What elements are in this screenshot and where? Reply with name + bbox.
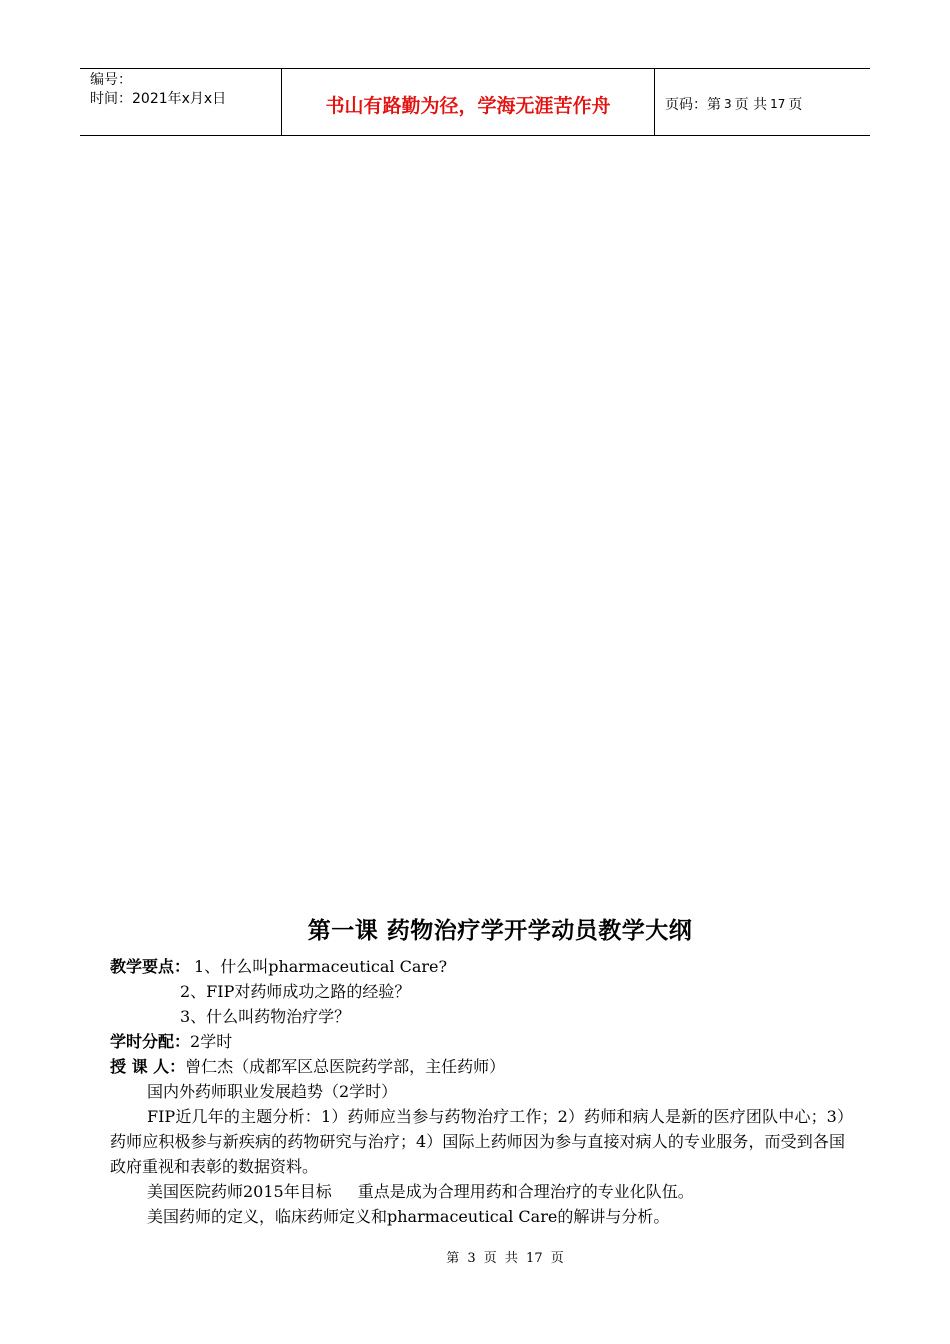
key-points-line-1 [110, 954, 845, 979]
hours-value: 2学时 [190, 1032, 233, 1051]
header-page-suffix: 页 [788, 97, 803, 113]
header-page-cell [655, 69, 870, 135]
key-points-label: 教学要点： [110, 957, 191, 976]
section-heading: 国内外药师职业发展趋势（2学时） [147, 1082, 398, 1101]
key-point-item: 2、FIP对药师成功之路的经验？ [180, 982, 411, 1001]
lecturer-label: 授 课 人： [110, 1057, 186, 1076]
header-motto: 书山有路勤为径，学海无涯苦作舟 [325, 94, 611, 117]
paragraph-goal-part-b: 重点是成为合理用药和合理治疗的专业化队伍。 [357, 1182, 694, 1201]
hours-line [110, 1029, 845, 1054]
header-motto-cell [282, 69, 655, 135]
paragraph-fip: FIP近几年的主题分析：1）药师应当参与药物治疗工作；2）药师和病人是新的医疗团队中心；3）药师应积极参与新疾病的药物研究与治疗；4）国际上药师因为参与直接对病人的专业服务，而受到各国政府重视和表彰的数据资料。 [110, 1107, 845, 1176]
header-page-current: 3 [724, 97, 732, 111]
lecturer-line [110, 1054, 845, 1079]
document-title: 第一课 药物治疗学开学动员教学大纲 [307, 918, 693, 944]
hours-label: 学时分配： [110, 1032, 191, 1051]
header-number-label: 编号： [90, 72, 132, 88]
header-time-label: 时间：2021年x月x日 [90, 91, 227, 107]
header-page-middle: 页 共 [734, 97, 768, 113]
lecturer-value: 曾仁杰（成都军区总医院药学部，主任药师） [185, 1057, 506, 1076]
page-footer: 第 3 页 共 17 页 [446, 1251, 564, 1266]
header-page-prefix: 页码：第 [665, 97, 721, 113]
document-body [110, 912, 845, 1229]
paragraph-definition: 美国药师的定义，临床药师定义和pharmaceutical Care的解讲与分析。 [147, 1207, 670, 1226]
header-meta-cell [80, 69, 282, 135]
paragraph-goal-part-a: 美国医院药师2015年目标 [147, 1182, 332, 1201]
key-point-item: 1、什么叫pharmaceutical Care? [194, 957, 448, 976]
page-header [80, 68, 870, 136]
key-point-item: 3、什么叫药物治疗学？ [180, 1007, 351, 1026]
header-page-total: 17 [770, 97, 786, 111]
paragraph-goal [110, 1179, 845, 1204]
